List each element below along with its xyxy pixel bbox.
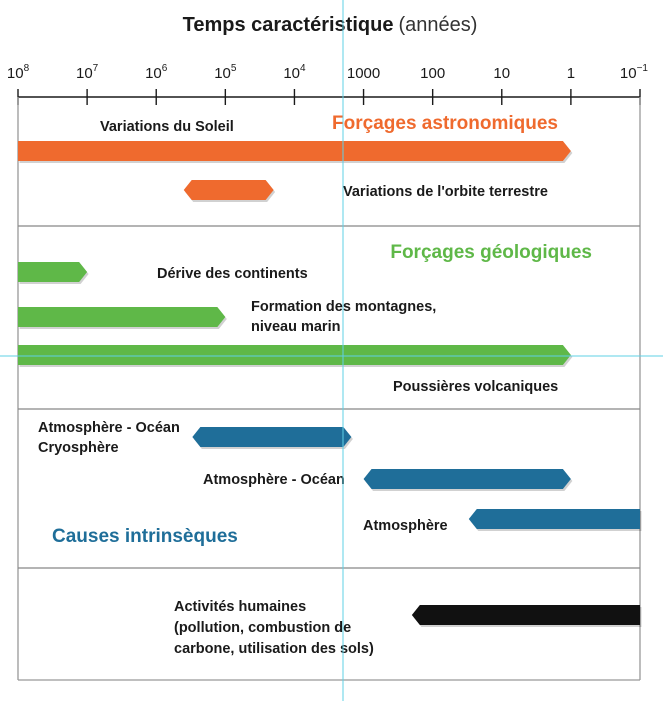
- axis-tick-label: $10^4$: [283, 63, 306, 82]
- bar-label: Variations de l'orbite terrestre: [343, 184, 548, 200]
- bar-label: niveau marin: [251, 319, 341, 335]
- axis-tick-label: $10^6$: [145, 63, 168, 82]
- axis-tick-label: 10: [493, 65, 511, 82]
- bar-label: Variations du Soleil: [100, 119, 234, 135]
- timescale-bar: [192, 427, 351, 447]
- chart-title-main: Temps caractéristique: [182, 14, 394, 36]
- axis-tick-label: $10^5$: [214, 63, 237, 82]
- timescale-bar: [18, 262, 87, 282]
- bar-label: Atmosphère: [363, 518, 448, 534]
- bar-label: Poussières volcaniques: [393, 379, 559, 395]
- chart-title: [183, 14, 478, 36]
- bar-label: Formation des montagnes,: [251, 299, 437, 315]
- axis-tick-label: $10^7$: [75, 63, 99, 82]
- axis-ticks: [7, 63, 649, 105]
- timescale-bar: [18, 141, 571, 161]
- bar-label: Atmosphère - Océan: [38, 420, 180, 436]
- axis-tick-label: 100: [420, 65, 446, 82]
- section-heading-intrinsic: Causes intrinsèques: [52, 526, 238, 547]
- timescale-bar: [184, 180, 274, 200]
- bar-label: (pollution, combustion de: [174, 620, 352, 636]
- section-heading-geological: Forçages géologiques: [390, 242, 592, 263]
- bar-label: Dérive des continents: [157, 266, 308, 282]
- bar-label: Atmosphère - Océan: [203, 472, 345, 488]
- timescale-bar: [18, 307, 225, 327]
- axis-tick-label: $10^8$: [6, 63, 30, 82]
- bar-label: Activités humaines: [174, 599, 307, 615]
- bar-label: carbone, utilisation des sols): [174, 641, 374, 657]
- chart-title-unit: (années): [398, 14, 478, 36]
- timescale-bar: [364, 469, 571, 489]
- section-heading-astronomical: Forçages astronomiques: [332, 113, 558, 134]
- timescale-bar: [18, 345, 571, 365]
- axis-tick-label: $10^{-1}$: [619, 63, 648, 82]
- timescale-bar: [412, 605, 640, 625]
- timescale-bar: [469, 509, 640, 529]
- axis-tick-label: 1000: [346, 65, 381, 82]
- axis-tick-label: 1: [566, 65, 576, 82]
- bar-label: Cryosphère: [38, 440, 119, 456]
